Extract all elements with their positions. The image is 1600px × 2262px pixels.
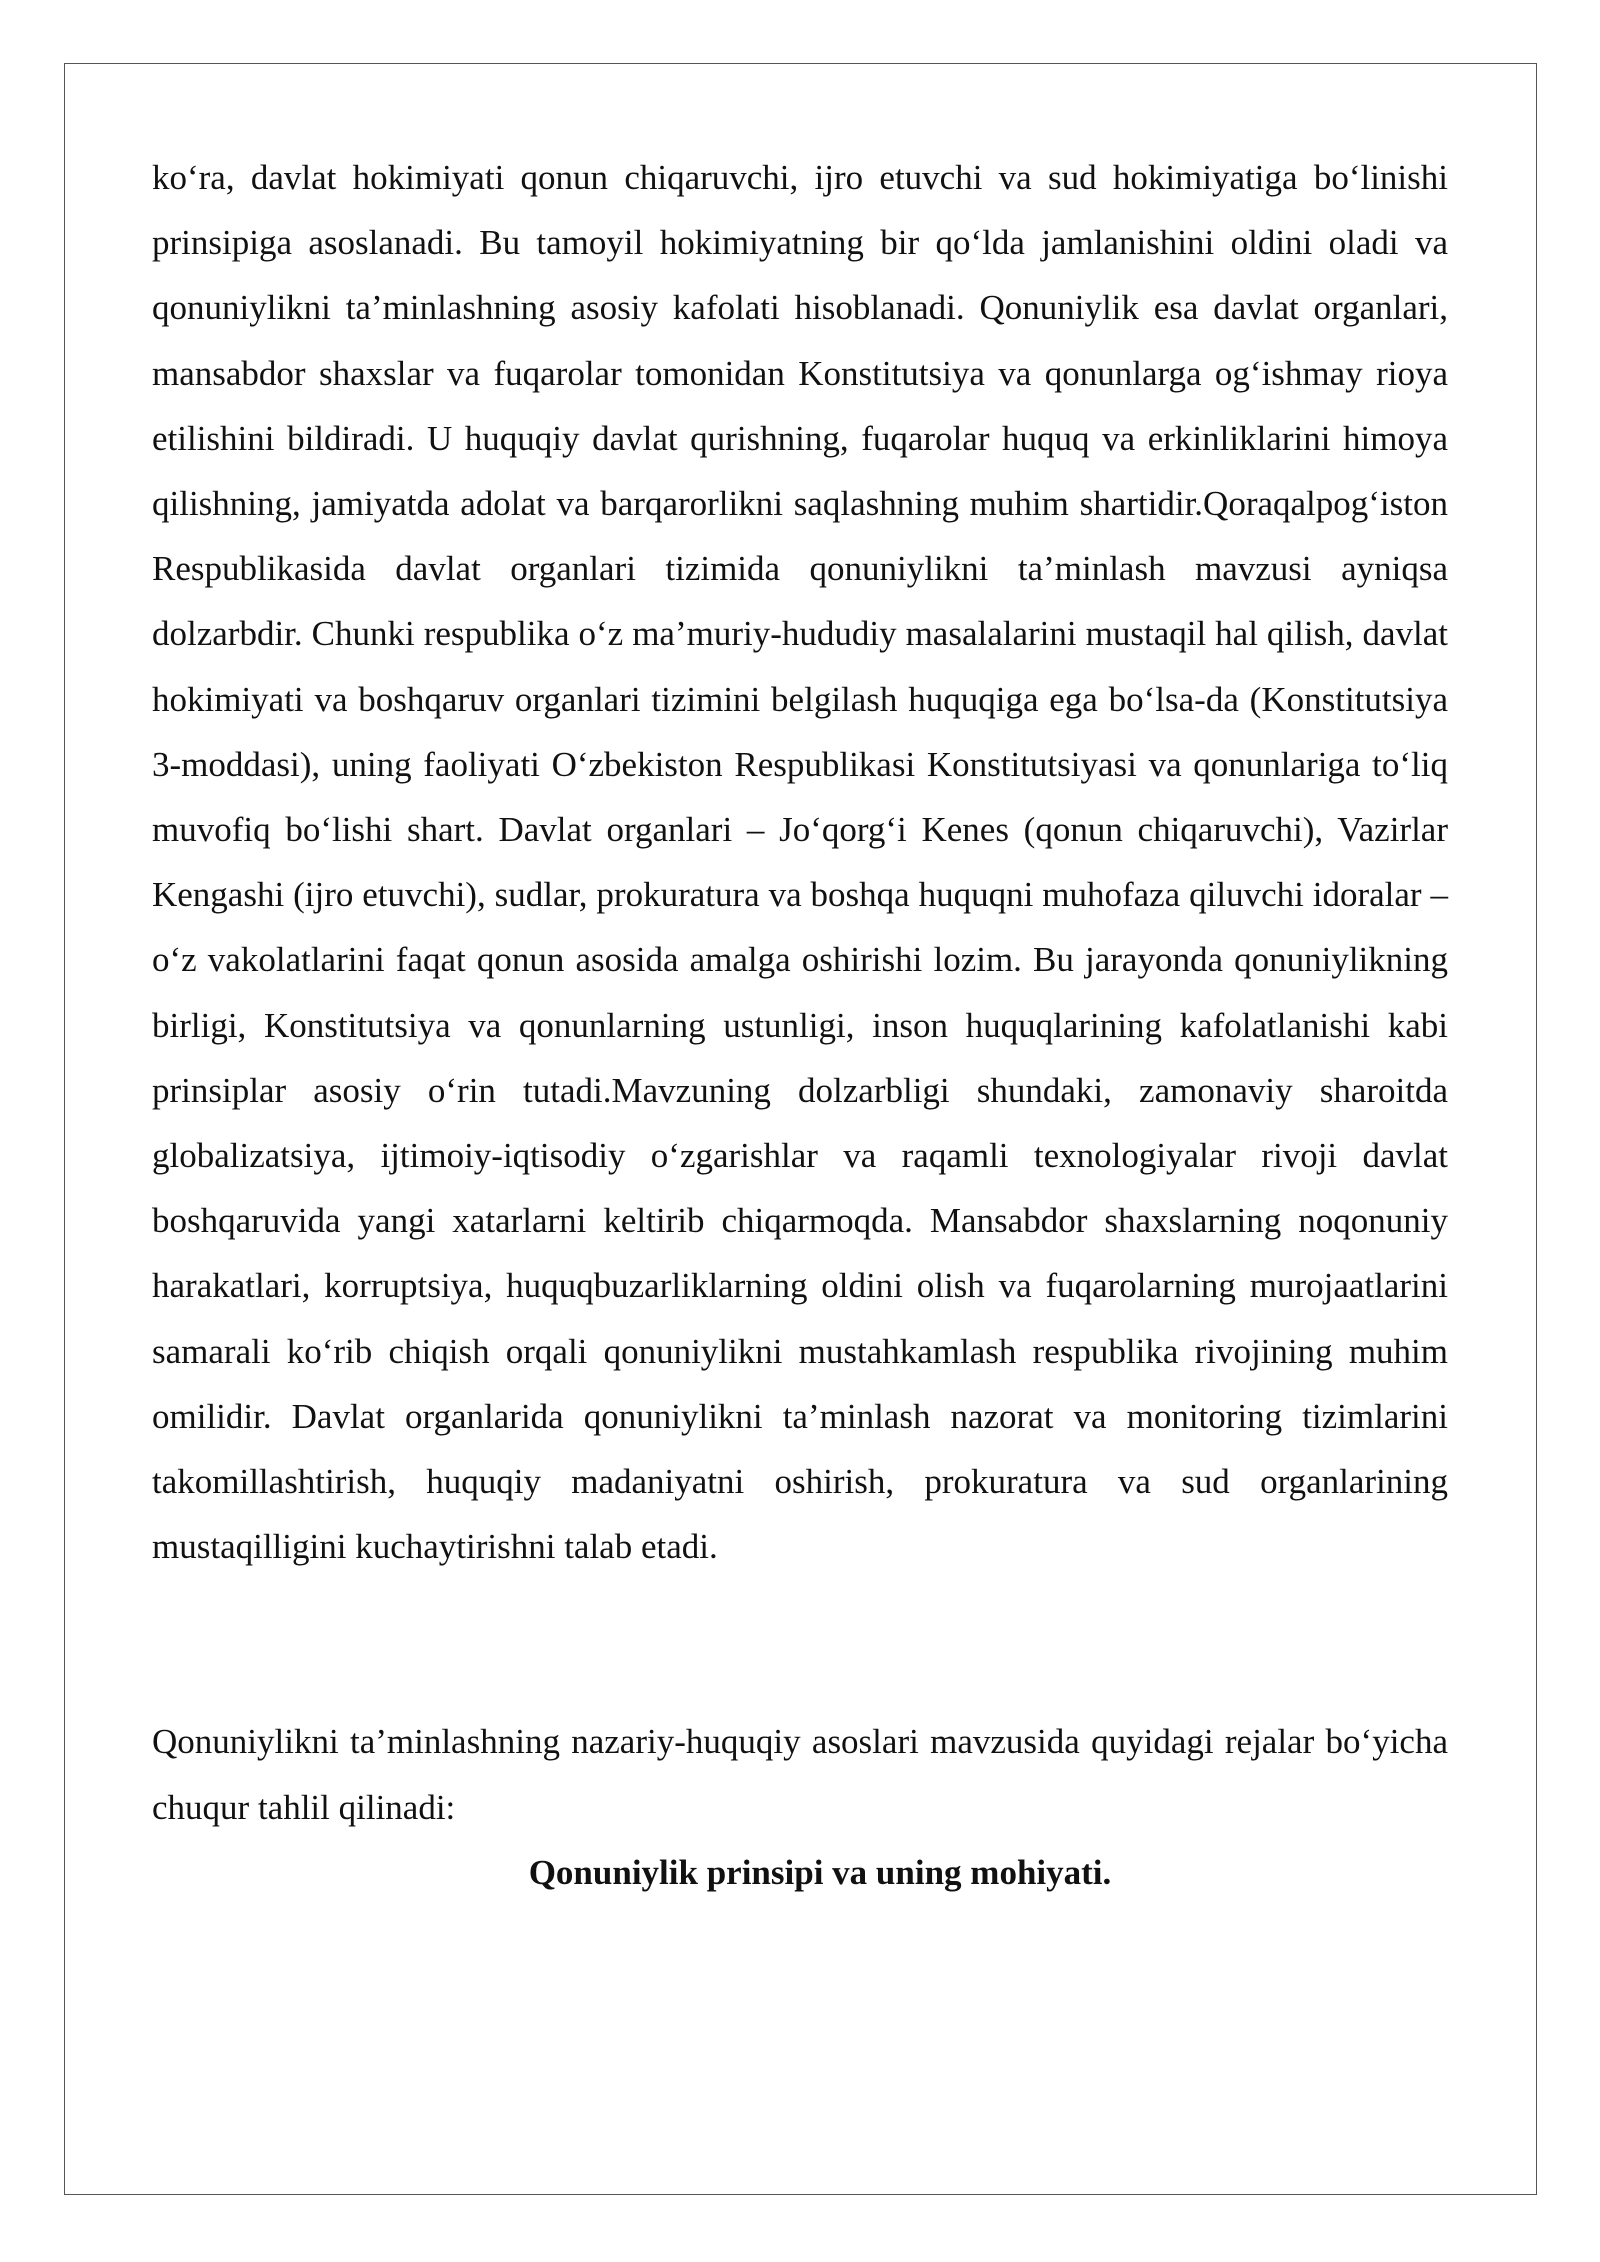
document-content (152, 145, 1448, 1905)
body-paragraph: ko‘ra, davlat hokimiyati qonun chiqaruvchi, ijro etuvchi va sud hokimiyatiga bo‘linishi prinsipiga asoslanadi. Bu tamoyil hokimiyatning bir qo‘lda jamlanishini oldini oladi va qonuniylikni ta’minlashning asosiy kafolati hisoblanadi. Qonuniylik esa davlat organlari, mansabdor shaxslar va fuqarolar tomonidan Konstitutsiya va qonunlarga og‘ishmay rioya etilishini bildiradi. U huquqiy davlat qurishning, fuqarolar huquq va erkinliklarini himoya qilishning, jamiyatda adolat va barqarorlikni saqlashning muhim shartidir.Qoraqalpog‘iston Respublikasida davlat organlari tizimida qonuniylikni ta’minlash mavzusi ayniqsa dolzarbdir. Chunki respublika o‘z ma’muriy-hududiy masalalarini mustaqil hal qilish, davlat hokimiyati va boshqaruv organlari tizimini belgilash huquqiga ega bo‘lsa-da (Konstitutsiya 3-moddasi), uning faoliyati O‘zbekiston Respublikasi Konstitutsiyasi va qonunlariga to‘liq muvofiq bo‘lishi shart. Davlat organlari – Jo‘qorg‘i Kenes (qonun chiqaruvchi), Vazirlar Kengashi (ijro etuvchi), sudlar, prokuratura va boshqa huquqni muhofaza qiluvchi idoralar – o‘z vakolatlarini faqat qonun asosida amalga oshirishi lozim. Bu jarayonda qonuniylikning birligi, Konstitutsiya va qonunlarning ustunligi, inson huquqlarining kafolatlanishi kabi prinsiplar asosiy o‘rin tutadi.Mavzuning dolzarbligi shundaki, zamonaviy sharoitda globalizatsiya, ijtimoiy-iqtisodiy o‘zgarishlar va raqamli texnologiyalar rivoji davlat boshqaruvida yangi xatarlarni keltirib chiqarmoqda. Mansabdor shaxslarning noqonuniy harakatlari, korruptsiya, huquqbuzarliklarning oldini olish va fuqarolarning murojaatlarini samarali ko‘rib chiqish orqali qonuniylikni mustahkamlash respublika rivojining muhim omilidir. Davlat organlarida qonuniylikni ta’minlash nazorat va monitoring tizimlarini takomillashtirish, huquqiy madaniyatni oshirish, prokuratura va sud organlarining mustaqilligini kuchaytirishni talab etadi. (152, 158, 1448, 1567)
section-heading: Qonuniylik prinsipi va uning mohiyati. (528, 1852, 1112, 1892)
intro-paragraph: Qonuniylikni ta’minlashning nazariy-huquqiy asoslari mavzusida quyidagi rejalar bo‘yicha chuqur tahlil qilinadi: (152, 1722, 1448, 1827)
